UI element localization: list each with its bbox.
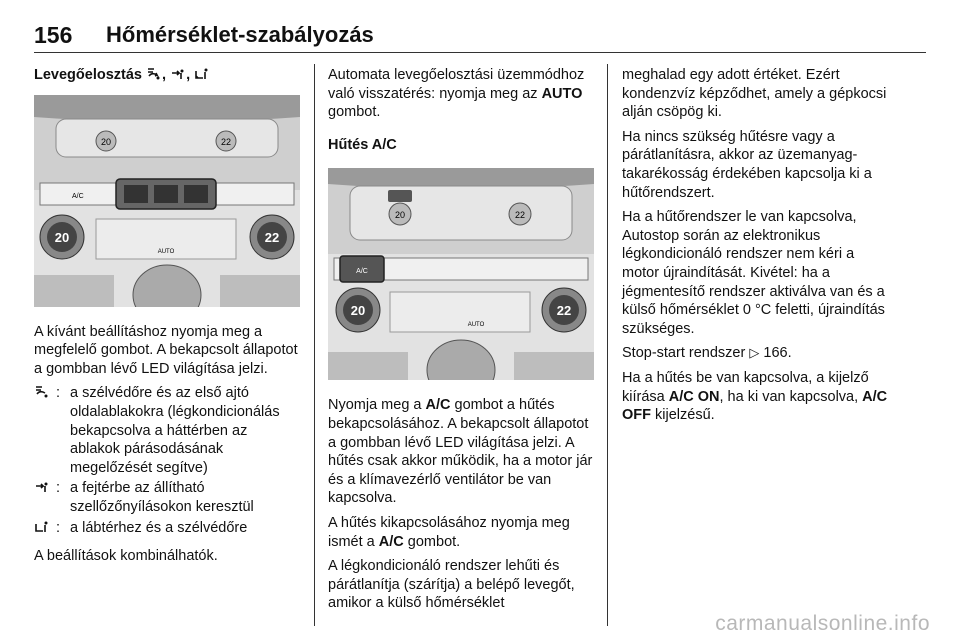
paragraph xyxy=(328,396,594,508)
column-3 xyxy=(622,66,894,431)
fig-top-left-temp: 20 xyxy=(394,210,406,221)
list-item xyxy=(34,479,300,516)
text-run: Ha a hűtés be van kapcsolva, a kijelző kiírása xyxy=(622,369,869,405)
paragraph xyxy=(328,514,594,551)
section-heading-air-distribution: Levegőelosztás , , xyxy=(34,66,300,85)
column-divider xyxy=(607,64,608,626)
paragraph xyxy=(622,369,894,425)
definition-text: a szélvédőre és az első ajtó oldalablakokra (légkondicionálás bekapcsolva a háttérben az ablakok párásodásának megelőzését segítve) xyxy=(70,385,280,476)
text-run: Automata levegőelosztási üzemmódhoz való visszatérés: nyomja meg az xyxy=(328,67,585,102)
fig-top-right-temp: 22 xyxy=(220,136,232,147)
paragraph: Ha nincs szükség hűtésre vagy a párátlanításra, akkor az üzemanyag-takarékosság érdekében kapcsolja ki a hűtőrendszert. xyxy=(622,128,872,201)
column-2 xyxy=(328,66,594,619)
ac-button-ref: A/C xyxy=(378,533,404,550)
paragraph: meghalad egy adott értéket. Ezért kondenzvíz képződhet, amely a gépkocsi alján csöpög ki. xyxy=(622,67,887,121)
ac-on-label: A/C ON xyxy=(668,388,720,405)
column-1 xyxy=(34,66,300,572)
list-item xyxy=(34,519,300,538)
auto-button-ref: AUTO xyxy=(541,85,583,102)
text-run: kijelzésű. xyxy=(655,407,715,424)
text-run: A hűtés kikapcsolásához nyomja meg ismét a xyxy=(328,514,570,550)
ac-off-label: A/C OFF xyxy=(622,388,888,424)
fig-ac-label: A/C xyxy=(356,268,368,276)
fig-top-left-temp: 20 xyxy=(100,136,112,147)
paragraph xyxy=(328,66,594,122)
column-divider xyxy=(314,64,315,626)
text-run: gombot a hűtés bekapcsolásához. A bekapcsolt állapotot a gombban lévő LED világítása jelzi. A hűtés csak akkor működik, ha a motor jár és a klímavezérlő ventilátor be van kapcsolva. xyxy=(328,397,593,507)
fig-right-dial-value: 22 xyxy=(264,229,280,245)
page-title: Hőmérséklet-szabályozás xyxy=(106,22,374,47)
colon: : xyxy=(56,385,61,402)
floor-mode-icon xyxy=(34,520,50,534)
paragraph: A beállítások kombinálhatók. xyxy=(34,548,218,565)
text-run: gombot. xyxy=(328,104,381,121)
page-number: 156 xyxy=(34,21,73,48)
definition-list xyxy=(34,384,300,537)
text-run: gombot. xyxy=(407,533,461,550)
section-heading-cooling: Hűtés A/C xyxy=(328,136,397,153)
vent-mode-icon xyxy=(34,480,50,494)
paragraph: Ha a hűtőrendszer le van kapcsolva, Autostop során az elektronikus légkondicionáló rendszer nem kéri a motor újraindítását. Kivétel: ha a jégmentesítő rendszer aktiválva van és a külső hőmérséklet 0 °C feletti, újraindítás szükséges. xyxy=(622,209,885,337)
list-item xyxy=(34,384,300,477)
watermark: carmanualsonline.info xyxy=(715,612,930,635)
definition-text: a lábtérhez és a szélvédőre xyxy=(70,519,248,536)
fig-ac-label: A/C xyxy=(72,192,84,200)
page-header xyxy=(34,18,926,53)
ac-button-ref: A/C xyxy=(425,397,451,414)
paragraph: A kívánt beállításhoz nyomja meg a megfelelő gombot. A bekapcsolt állapotot a gombban lévő LED világítása jelzi. xyxy=(34,323,298,377)
vent-mode-icon xyxy=(170,67,186,81)
colon: : xyxy=(56,519,61,536)
text-run: , ha ki van kapcsolva, xyxy=(719,388,859,405)
fig-right-dial-value: 22 xyxy=(556,303,572,319)
text-run: Nyomja meg a xyxy=(328,397,422,414)
fig-top-right-temp: 22 xyxy=(514,210,526,221)
floor-mode-icon xyxy=(194,67,210,81)
fig-auto-label: AUTO xyxy=(467,322,485,329)
text-run: Stop-start rendszer xyxy=(622,345,746,362)
heading-text: Levegőelosztás xyxy=(34,67,142,83)
paragraph xyxy=(622,344,894,363)
climate-panel-photo-1 xyxy=(34,95,300,307)
colon: : xyxy=(56,480,61,497)
climate-panel-illustration xyxy=(34,95,300,307)
defrost-mode-icon xyxy=(34,385,50,399)
page-reference-link[interactable]: 166. xyxy=(763,345,792,362)
fig-auto-label: AUTO xyxy=(157,248,175,255)
defrost-mode-icon xyxy=(146,67,162,81)
fig-left-dial-value: 20 xyxy=(54,229,70,245)
definition-text: a fejtérbe az állítható szellőzőnyílásokon keresztül xyxy=(70,480,254,515)
fig-left-dial-value: 20 xyxy=(350,303,366,319)
climate-panel-illustration xyxy=(328,168,594,380)
climate-panel-photo-2 xyxy=(328,168,594,380)
paragraph: A légkondicionáló rendszer lehűti és párátlanítja (szárítja) a belépő levegőt, amikor a külső hőmérséklet xyxy=(328,558,575,612)
page-reference-icon: ▷ xyxy=(749,345,760,361)
